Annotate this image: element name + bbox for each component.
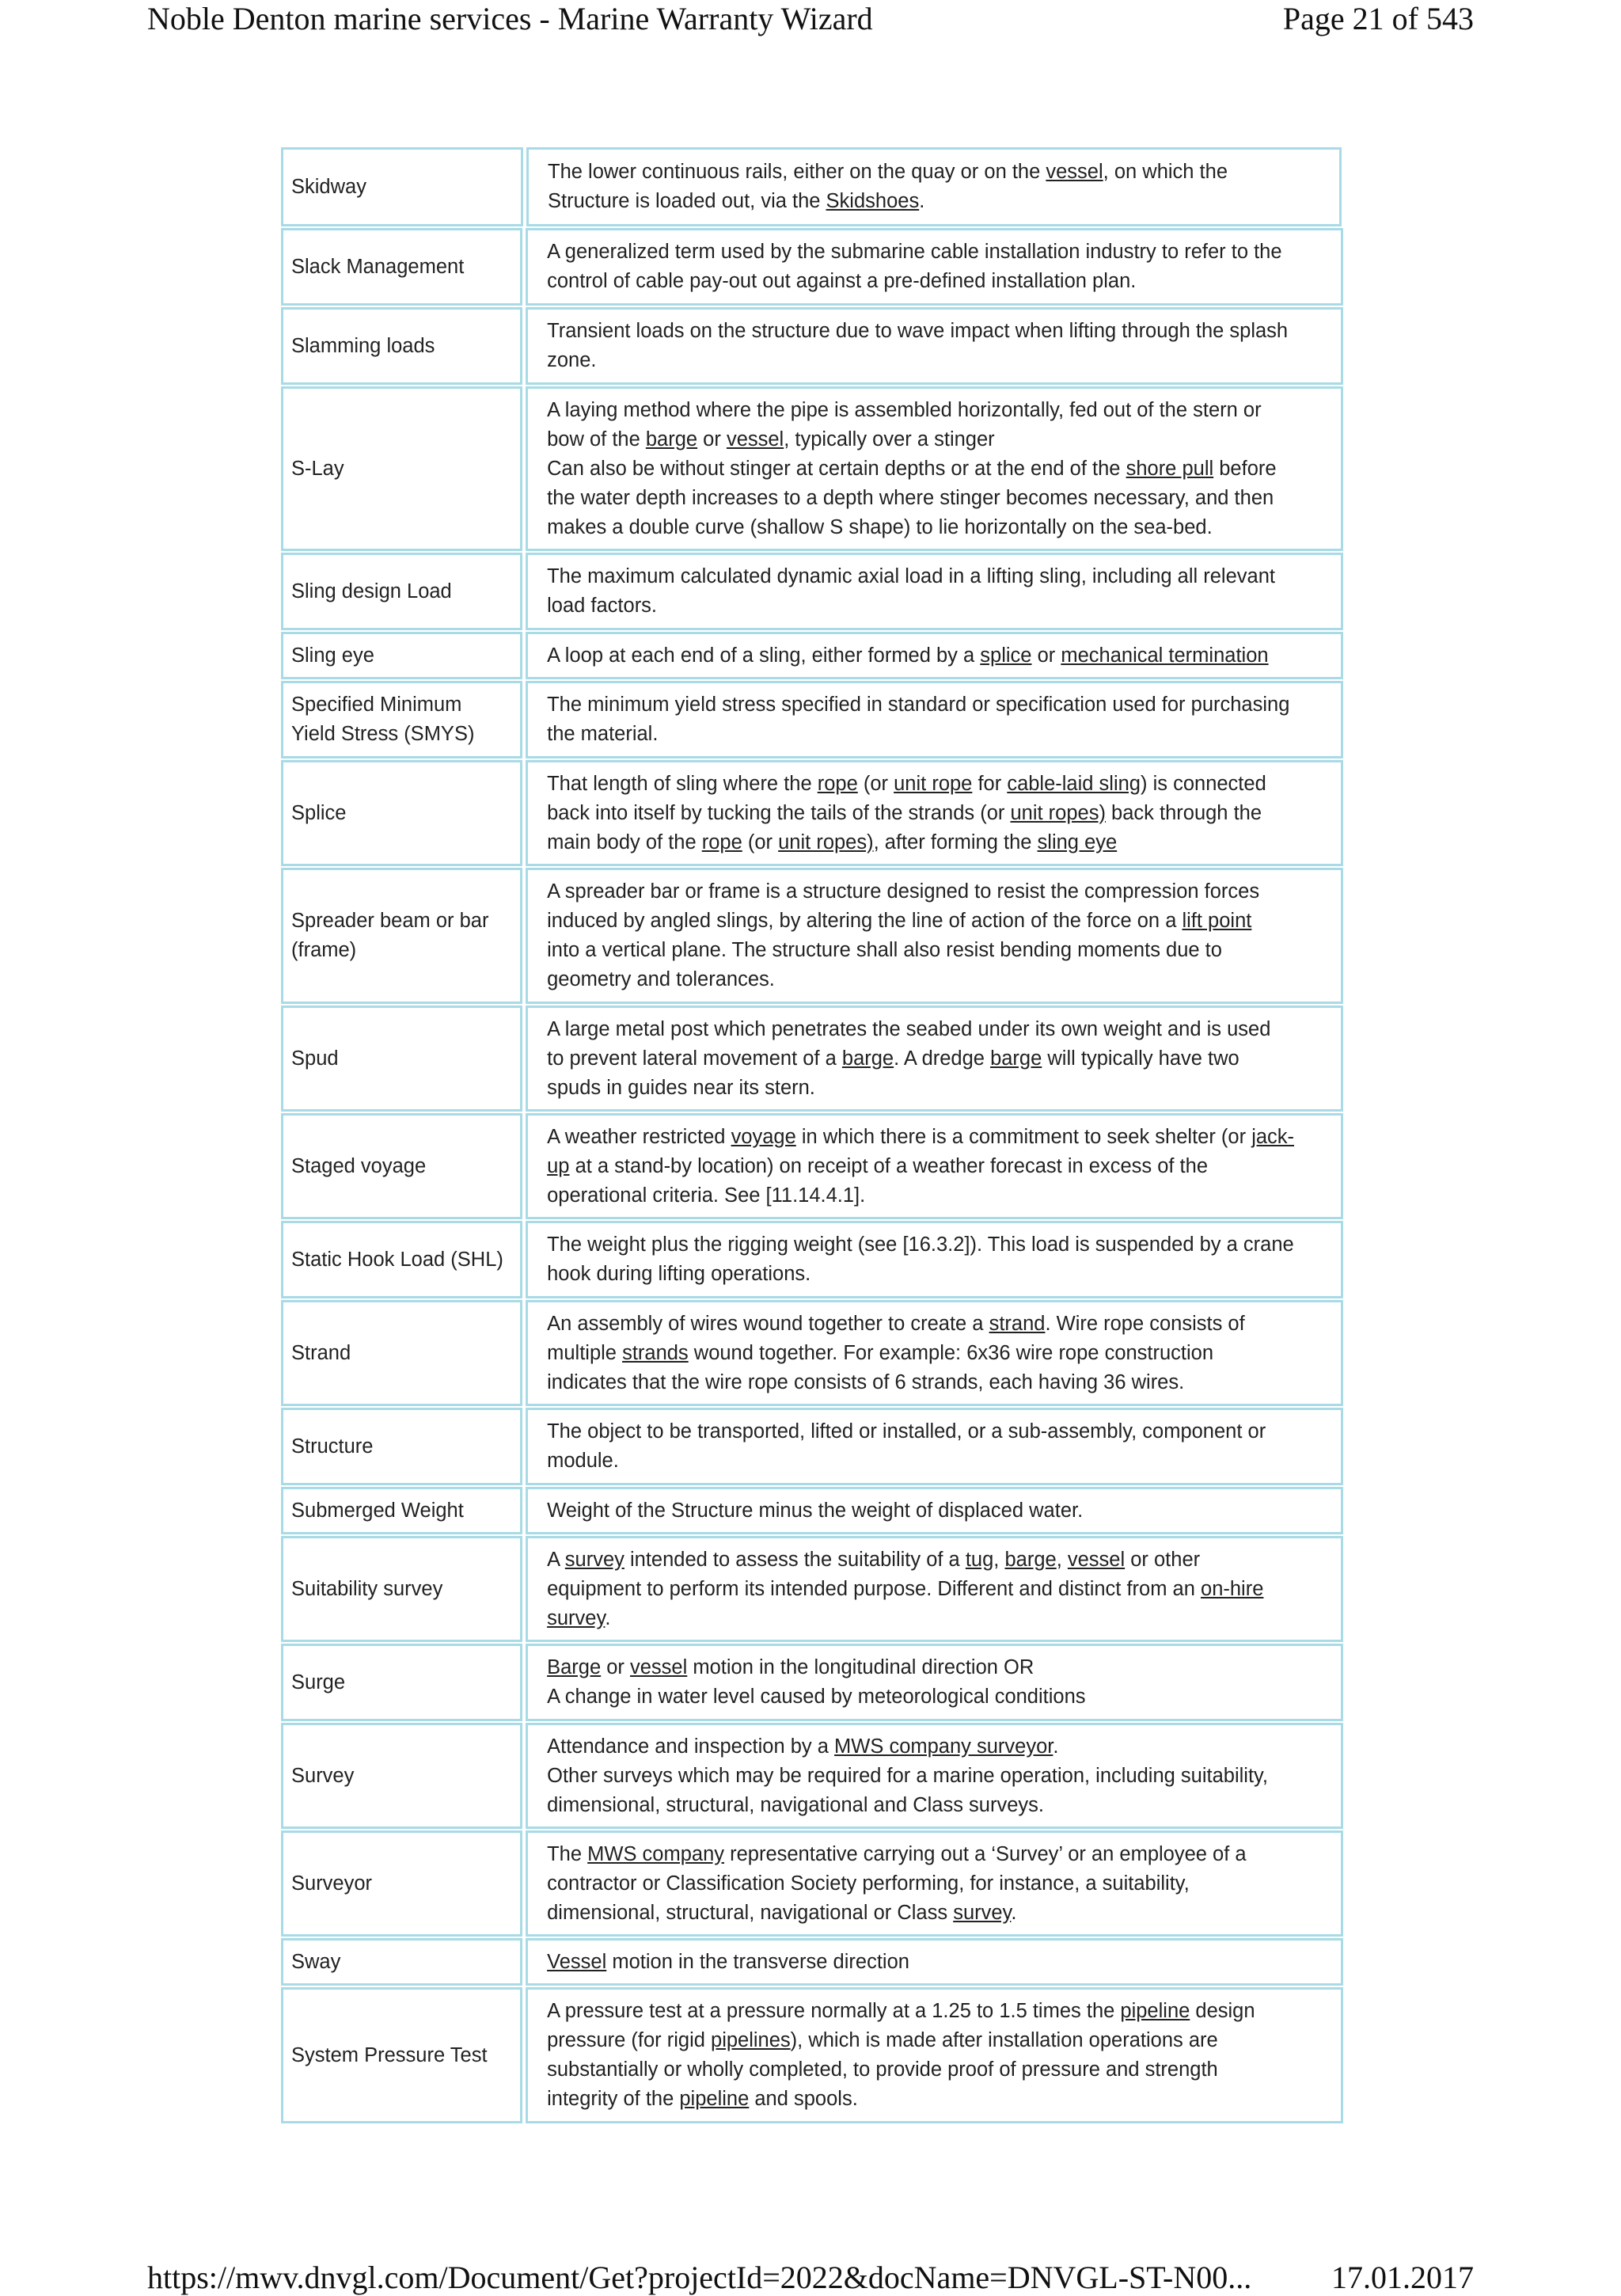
glossary-link[interactable]: unit rope bbox=[894, 772, 973, 795]
glossary-link[interactable]: rope bbox=[701, 831, 742, 853]
definition-text: or bbox=[1031, 644, 1061, 667]
glossary-row bbox=[281, 1644, 1343, 1721]
definition-line bbox=[547, 1417, 1323, 1446]
glossary-term bbox=[281, 760, 522, 866]
glossary-row bbox=[281, 1536, 1343, 1642]
definition-text: will typically have two bbox=[1042, 1047, 1239, 1070]
glossary-term bbox=[281, 1113, 522, 1219]
glossary-definition bbox=[526, 1221, 1343, 1298]
glossary-row bbox=[281, 1723, 1343, 1829]
glossary-term bbox=[281, 868, 522, 1004]
glossary-row bbox=[281, 1005, 1343, 1112]
definition-text: The maximum calculated dynamic axial load in a lifting sling, including all relevant bbox=[547, 565, 1275, 587]
glossary-row bbox=[281, 1987, 1343, 2123]
glossary-term bbox=[281, 632, 522, 679]
definition-text: , bbox=[1056, 1548, 1068, 1571]
glossary-row bbox=[281, 1113, 1343, 1219]
glossary-link[interactable]: vessel bbox=[1046, 161, 1103, 183]
term-line: Yield Stress (SMYS) bbox=[291, 723, 475, 745]
definition-line bbox=[547, 2055, 1323, 2085]
glossary-link[interactable]: up bbox=[547, 1154, 570, 1177]
definition-line bbox=[547, 1840, 1323, 1869]
glossary-definition bbox=[526, 868, 1343, 1004]
definition-line bbox=[547, 2026, 1323, 2055]
glossary-term bbox=[281, 307, 522, 385]
definition-text: The lower continuous rails, either on the quay or on the bbox=[548, 161, 1046, 183]
definition-line bbox=[547, 1496, 1323, 1526]
term-text: Slack Management bbox=[291, 255, 465, 278]
definition-line bbox=[547, 2085, 1323, 2114]
definition-text: The weight plus the rigging weight (see [16.3.2]). This load is suspended by a crane bbox=[547, 1234, 1294, 1256]
definition-text: Weight of the Structure minus the weight of displaced water. bbox=[547, 1499, 1084, 1522]
definition-text: back into itself by tucking the tails of the strands (or bbox=[547, 801, 1011, 824]
definition-line bbox=[547, 1368, 1323, 1397]
definition-text: , typically over a stinger bbox=[784, 428, 995, 450]
definition-text: Can also be without stinger at certain depths or at the end of the bbox=[547, 457, 1126, 480]
definition-line bbox=[547, 1899, 1323, 1928]
definition-text: The minimum yield stress specified in standard or specification used for purchasing bbox=[547, 694, 1290, 716]
glossary-link[interactable]: unit ropes) bbox=[1010, 801, 1106, 824]
term-text: Strand bbox=[291, 1341, 351, 1364]
definition-text: , after forming the bbox=[873, 831, 1038, 853]
header-title: Noble Denton marine services - Marine Warranty Wizard bbox=[147, 1, 873, 36]
definition-text: into a vertical plane. The structure shall also resist bending moments due to bbox=[547, 939, 1222, 961]
definition-text: , bbox=[993, 1548, 1005, 1571]
definition-line bbox=[547, 965, 1323, 994]
definition-text: or other bbox=[1125, 1548, 1201, 1571]
definition-line bbox=[547, 641, 1323, 671]
glossary-term bbox=[281, 1830, 522, 1937]
definition-text: representative carrying out a ‘Survey’ or an employee of a bbox=[724, 1842, 1247, 1865]
glossary-term bbox=[281, 1987, 522, 2123]
definition-text: A loop at each end of a sling, either formed by a bbox=[547, 644, 981, 667]
definition-line bbox=[547, 770, 1323, 799]
term-line: (frame) bbox=[291, 939, 357, 961]
glossary-term bbox=[281, 1536, 522, 1642]
definition-text: for bbox=[972, 772, 1008, 795]
page-number: Page 21 of 543 bbox=[1282, 1, 1474, 36]
glossary-row bbox=[281, 1408, 1343, 1485]
definition-text: integrity of the bbox=[547, 2088, 680, 2110]
term-text: System Pressure Test bbox=[291, 2043, 488, 2066]
glossary-link[interactable]: cable-laid sling bbox=[1007, 772, 1141, 795]
glossary-link[interactable]: mechanical termination bbox=[1061, 644, 1269, 667]
glossary-link[interactable]: on-hire bbox=[1201, 1577, 1264, 1600]
glossary-definition bbox=[526, 1938, 1343, 1986]
glossary-definition bbox=[526, 147, 1342, 226]
glossary-definition bbox=[526, 1113, 1343, 1219]
definition-line bbox=[547, 690, 1323, 720]
term-text: Static Hook Load (SHL) bbox=[291, 1248, 503, 1271]
glossary-row bbox=[281, 1487, 1343, 1534]
definition-line bbox=[547, 1446, 1323, 1476]
definition-text: zone. bbox=[547, 349, 597, 371]
footer-url: https://mwv.dnvgl.com/Document/Get?projectId=2022&docName=DNVGL-ST-N00... bbox=[147, 2260, 1252, 2295]
term-text: Suitability survey bbox=[291, 1577, 443, 1600]
glossary-definition bbox=[526, 1723, 1343, 1829]
definition-text: . bbox=[1011, 1901, 1017, 1924]
glossary-link[interactable]: Barge bbox=[547, 1656, 602, 1678]
definition-text: geometry and tolerances. bbox=[547, 968, 775, 990]
glossary-term bbox=[281, 681, 522, 758]
definition-line bbox=[547, 1869, 1323, 1899]
glossary-link[interactable]: vessel bbox=[726, 428, 784, 450]
definition-line bbox=[547, 591, 1323, 621]
glossary-link[interactable]: strands bbox=[622, 1341, 689, 1364]
definition-line bbox=[547, 1074, 1323, 1103]
definition-line bbox=[547, 317, 1323, 346]
glossary-link[interactable]: jack- bbox=[1251, 1125, 1295, 1148]
definition-text: (or bbox=[857, 772, 894, 795]
definition-text: equipment to perform its intended purpose. Different and distinct from an bbox=[547, 1577, 1202, 1600]
definition-line bbox=[548, 187, 1322, 216]
glossary-link[interactable]: barge bbox=[990, 1047, 1042, 1070]
glossary-row bbox=[281, 307, 1343, 385]
definition-text: bow of the bbox=[547, 428, 646, 450]
definition-text: spuds in guides near its stern. bbox=[547, 1076, 815, 1099]
glossary-row bbox=[281, 386, 1343, 551]
definition-text: (or bbox=[742, 831, 779, 853]
definition-line bbox=[547, 1152, 1323, 1181]
glossary-link[interactable]: pipelines bbox=[711, 2029, 791, 2051]
definition-line bbox=[547, 936, 1323, 965]
glossary-link[interactable]: vessel bbox=[1067, 1548, 1126, 1571]
glossary-definition bbox=[526, 1830, 1343, 1937]
glossary-link[interactable]: unit ropes) bbox=[778, 831, 874, 853]
glossary-term bbox=[281, 1408, 522, 1485]
glossary-row bbox=[281, 228, 1343, 306]
glossary-link[interactable]: survey bbox=[564, 1548, 624, 1571]
definition-line bbox=[547, 1339, 1323, 1368]
definition-text: intended to assess the suitability of a bbox=[624, 1548, 966, 1571]
definition-text: indicates that the wire rope consists of 6 strands, each having 36 wires. bbox=[547, 1370, 1185, 1393]
glossary-row bbox=[281, 681, 1343, 758]
definition-text: ), which is made after installation operations are bbox=[790, 2029, 1218, 2051]
glossary-definition bbox=[526, 228, 1343, 306]
footer-date: 17.01.2017 bbox=[1331, 2260, 1474, 2295]
definition-line bbox=[547, 454, 1323, 484]
definition-text: makes a double curve (shallow S shape) to lie horizontally on the sea-bed. bbox=[547, 515, 1213, 538]
glossary-definition bbox=[526, 386, 1343, 551]
term-text: Sway bbox=[291, 1950, 341, 1973]
glossary-definition bbox=[526, 553, 1343, 630]
glossary-link[interactable]: tug bbox=[965, 1548, 994, 1571]
glossary-definition bbox=[526, 1536, 1343, 1642]
definition-text: design bbox=[1190, 2000, 1255, 2022]
definition-line bbox=[547, 562, 1323, 591]
definition-text: wound together. For example: 6x36 wire rope construction bbox=[688, 1341, 1214, 1364]
definition-line bbox=[547, 1181, 1323, 1211]
definition-text: A weather restricted bbox=[547, 1125, 731, 1148]
glossary-row bbox=[281, 760, 1343, 866]
definition-text: the water depth increases to a depth where stinger becomes necessary, and then bbox=[547, 486, 1274, 509]
glossary-term bbox=[281, 147, 523, 226]
definition-text: motion in the transverse direction bbox=[606, 1950, 909, 1973]
glossary-link[interactable]: lift point bbox=[1182, 910, 1252, 932]
glossary-term bbox=[281, 1723, 522, 1829]
glossary-link[interactable]: Skidshoes bbox=[826, 190, 920, 212]
definition-text: back through the bbox=[1105, 801, 1262, 824]
definition-text: , on which the bbox=[1103, 161, 1228, 183]
term-text: Sling design Load bbox=[291, 580, 452, 603]
definition-line bbox=[547, 799, 1323, 828]
definition-line bbox=[547, 1732, 1323, 1762]
definition-line bbox=[547, 1230, 1323, 1260]
definition-line bbox=[547, 267, 1323, 296]
term-line: Spreader beam or bar bbox=[291, 910, 489, 932]
term-text: Slamming loads bbox=[291, 334, 435, 357]
term-text: Submerged Weight bbox=[291, 1499, 464, 1522]
definition-text: pressure (for rigid bbox=[547, 2029, 712, 2051]
definition-line bbox=[547, 1260, 1323, 1289]
definition-line bbox=[547, 1044, 1323, 1074]
glossary-link[interactable]: voyage bbox=[731, 1125, 796, 1148]
glossary-link[interactable]: barge bbox=[645, 428, 698, 450]
definition-text: hook during lifting operations. bbox=[547, 1263, 811, 1285]
definition-text: A generalized term used by the submarine cable installation industry to refer to the bbox=[547, 241, 1282, 263]
definition-text: An assembly of wires wound together to create a bbox=[547, 1312, 989, 1335]
glossary-definition bbox=[526, 1300, 1343, 1406]
term-text: Sling eye bbox=[291, 644, 374, 667]
definition-line bbox=[547, 484, 1323, 513]
glossary-link[interactable]: sling eye bbox=[1037, 831, 1118, 853]
definition-line bbox=[547, 513, 1323, 542]
definition-text: and spools. bbox=[749, 2088, 858, 2110]
glossary-link[interactable]: pipeline bbox=[1120, 2000, 1190, 2022]
glossary-definition bbox=[526, 681, 1343, 758]
definition-text: That length of sling where the bbox=[547, 772, 818, 795]
definition-text: A pressure test at a pressure normally at a 1.25 to 1.5 times the bbox=[547, 2000, 1121, 2022]
definition-line bbox=[547, 238, 1323, 267]
definition-line bbox=[547, 907, 1323, 936]
term-text: Structure bbox=[291, 1435, 374, 1458]
glossary-link[interactable]: barge bbox=[841, 1047, 894, 1070]
term-text: Surveyor bbox=[291, 1872, 373, 1895]
glossary-definition bbox=[526, 1005, 1343, 1112]
glossary-definition bbox=[526, 1987, 1343, 2123]
glossary-link[interactable]: survey bbox=[953, 1901, 1012, 1924]
glossary-row bbox=[281, 1938, 1343, 1986]
definition-text: motion in the longitudinal direction OR bbox=[687, 1656, 1034, 1678]
glossary-link[interactable]: MWS company bbox=[587, 1842, 725, 1865]
definition-text: Other surveys which may be required for a marine operation, including suitability, bbox=[547, 1764, 1268, 1787]
definition-line bbox=[548, 158, 1322, 187]
definition-line bbox=[547, 1015, 1323, 1044]
definition-line bbox=[547, 425, 1323, 454]
term-text: Surge bbox=[291, 1671, 346, 1693]
definition-text: to prevent lateral movement of a bbox=[547, 1047, 842, 1070]
glossary-table bbox=[281, 147, 1343, 2125]
definition-line bbox=[547, 877, 1323, 907]
definition-line bbox=[547, 1791, 1323, 1820]
glossary-definition bbox=[526, 1487, 1343, 1534]
definition-line bbox=[547, 1123, 1323, 1152]
term-text: Survey bbox=[291, 1764, 355, 1787]
definition-text: The bbox=[547, 1842, 588, 1865]
definition-line bbox=[547, 1653, 1323, 1682]
definition-text: ) is connected bbox=[1141, 772, 1266, 795]
definition-text: Transient loads on the structure due to wave impact when lifting through the splash bbox=[547, 320, 1289, 342]
definition-text: dimensional, structural, navigational or Class bbox=[547, 1901, 954, 1924]
glossary-term bbox=[281, 1644, 522, 1721]
glossary-definition bbox=[526, 1644, 1343, 1721]
term-line: Specified Minimum bbox=[291, 694, 462, 716]
glossary-definition bbox=[526, 632, 1343, 679]
glossary-row bbox=[281, 1221, 1343, 1298]
glossary-term bbox=[281, 1221, 522, 1298]
term-text: S-Lay bbox=[291, 457, 344, 480]
definition-text: or bbox=[601, 1656, 630, 1678]
definition-text: A spreader bar or frame is a structure designed to resist the compression forces bbox=[547, 880, 1260, 903]
definition-text: multiple bbox=[547, 1341, 623, 1364]
definition-text: at a stand-by location) on receipt of a weather forecast in excess of the bbox=[569, 1154, 1209, 1177]
glossary-link[interactable]: MWS company surveyor bbox=[834, 1735, 1053, 1758]
term-text: Spud bbox=[291, 1047, 339, 1070]
definition-line bbox=[547, 1545, 1323, 1575]
glossary-row bbox=[281, 553, 1343, 630]
glossary-term bbox=[281, 1938, 522, 1986]
term-text: Splice bbox=[291, 801, 347, 824]
definition-line bbox=[547, 720, 1323, 749]
glossary-definition bbox=[526, 1408, 1343, 1485]
glossary-term bbox=[281, 553, 522, 630]
definition-text: . A dredge bbox=[894, 1047, 991, 1070]
glossary-term bbox=[281, 1300, 522, 1406]
definition-line bbox=[547, 1948, 1323, 1977]
glossary-row bbox=[281, 1300, 1343, 1406]
definition-text: load factors. bbox=[547, 595, 658, 617]
glossary-row bbox=[281, 147, 1343, 226]
definition-text: . Wire rope consists of bbox=[1045, 1312, 1245, 1335]
definition-text: dimensional, structural, navigational and Class surveys. bbox=[547, 1793, 1044, 1816]
glossary-link[interactable]: pipeline bbox=[679, 2088, 750, 2110]
definition-line bbox=[547, 1575, 1323, 1604]
definition-text: Attendance and inspection by a bbox=[547, 1735, 835, 1758]
glossary-link[interactable]: vessel bbox=[630, 1656, 688, 1678]
definition-text: Structure is loaded out, via the bbox=[548, 190, 826, 212]
definition-line bbox=[547, 1762, 1323, 1791]
definition-text: module. bbox=[547, 1450, 619, 1472]
glossary-link[interactable]: survey bbox=[547, 1606, 606, 1629]
definition-text: or bbox=[697, 428, 727, 450]
glossary-row bbox=[281, 632, 1343, 679]
glossary-term bbox=[281, 1487, 522, 1534]
definition-line bbox=[547, 1682, 1323, 1712]
definition-text: The object to be transported, lifted or installed, or a sub-assembly, component or bbox=[547, 1420, 1266, 1443]
definition-line bbox=[547, 1997, 1323, 2026]
definition-text: substantially or wholly completed, to provide proof of pressure and strength bbox=[547, 2058, 1218, 2081]
definition-text: A laying method where the pipe is assembled horizontally, fed out of the stern or bbox=[547, 398, 1262, 421]
glossary-row bbox=[281, 1830, 1343, 1937]
definition-text: control of cable pay-out out against a pre-defined installation plan. bbox=[547, 270, 1137, 292]
definition-line bbox=[547, 346, 1323, 375]
glossary-term bbox=[281, 1005, 522, 1112]
glossary-link[interactable]: Vessel bbox=[547, 1950, 607, 1973]
glossary-term bbox=[281, 386, 522, 551]
definition-text: . bbox=[605, 1606, 611, 1629]
definition-line bbox=[547, 1604, 1323, 1633]
definition-text: A change in water level caused by meteorological conditions bbox=[547, 1686, 1086, 1708]
glossary-definition bbox=[526, 307, 1343, 385]
definition-line bbox=[547, 1310, 1323, 1339]
definition-text: before bbox=[1213, 457, 1277, 480]
definition-text: induced by angled slings, by altering the line of action of the force on a bbox=[547, 910, 1183, 932]
definition-text: the material. bbox=[547, 723, 659, 745]
glossary-definition bbox=[526, 760, 1343, 866]
glossary-link[interactable]: barge bbox=[1004, 1548, 1057, 1571]
definition-text: . bbox=[1053, 1735, 1059, 1758]
glossary-row bbox=[281, 868, 1343, 1004]
term-text: Staged voyage bbox=[291, 1154, 427, 1177]
term-text: Skidway bbox=[291, 175, 366, 198]
glossary-link[interactable]: rope bbox=[817, 772, 858, 795]
definition-text: main body of the bbox=[547, 831, 702, 853]
definition-text: A bbox=[547, 1548, 565, 1571]
definition-text: operational criteria. See [11.14.4.1]. bbox=[547, 1184, 866, 1207]
definition-text: in which there is a commitment to seek shelter (or bbox=[795, 1125, 1252, 1148]
definition-text: . bbox=[919, 190, 925, 212]
definition-line bbox=[547, 396, 1323, 425]
glossary-link[interactable]: splice bbox=[980, 644, 1032, 667]
definition-line bbox=[547, 828, 1323, 857]
glossary-term bbox=[281, 228, 522, 306]
definition-text: contractor or Classification Society performing, for instance, a suitability, bbox=[547, 1872, 1190, 1895]
glossary-link[interactable]: strand bbox=[989, 1312, 1046, 1335]
glossary-link[interactable]: shore pull bbox=[1126, 457, 1214, 480]
definition-text: A large metal post which penetrates the seabed under its own weight and is used bbox=[547, 1017, 1271, 1040]
